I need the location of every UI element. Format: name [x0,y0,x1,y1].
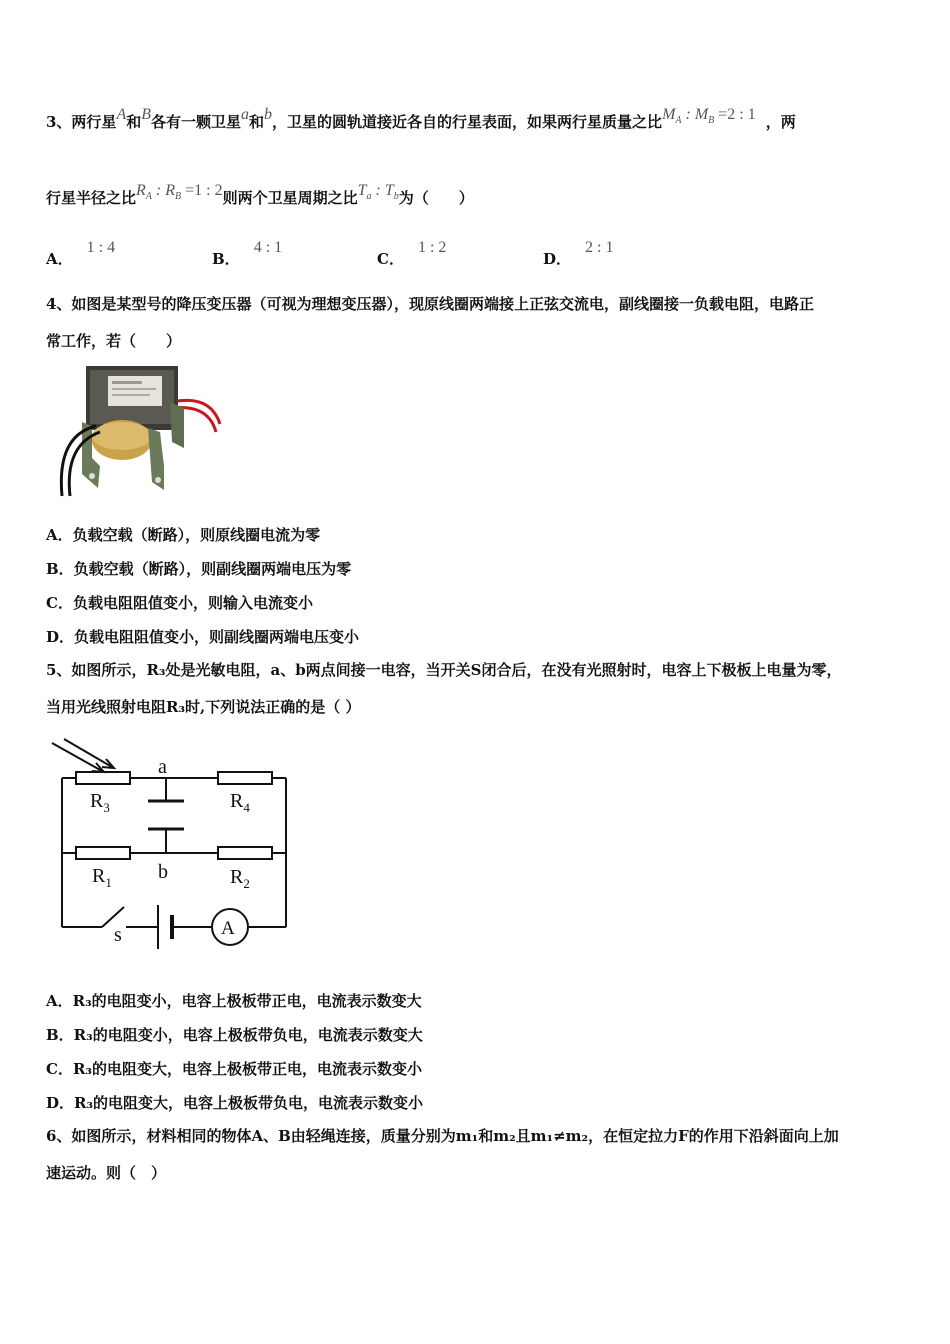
planet-a-symbol: A [116,106,127,123]
q3-and: 和 [249,113,265,131]
label-text-line [112,394,150,396]
period-sub-a: a [366,191,372,202]
resistor-r3 [76,772,130,784]
radius-ratio-value: =1 : 2 [181,182,223,199]
option-label: C． [377,250,404,268]
q4-choice-d[interactable]: D．负载电阻阻值变小，则副线圈两端电压变小 [46,628,360,646]
q5-line-2: 当用光线照射电阻R₃时,下列说法正确的是（ ） [46,698,361,716]
radius-sub-b: B [175,191,182,202]
r2-label: $R_2$ [230,866,250,891]
q3-option-a[interactable] [46,236,116,268]
period-symbol: T [357,182,367,199]
q3-text: 则两个卫星周期之比 [222,189,358,207]
option-label: A． [46,250,73,268]
mass-sub-b: B [708,115,715,126]
resistor-r4 [218,772,272,784]
q3-option-b[interactable] [212,236,283,268]
q5-choice-d[interactable]: D．R₃的电阻变大，电容上极板带负电，电流表示数变小 [46,1094,424,1112]
q4-choice-a[interactable]: A．负载空载（断路），则原线圈电流为零 [46,526,321,544]
q3-option-c[interactable] [377,236,447,268]
q5-choice-b[interactable]: B．R₃的电阻变小，电容上极板带负电，电流表示数变大 [46,1026,423,1044]
transformer-image [52,362,222,497]
period-symbol: : T [371,182,394,199]
q3-line-2 [46,182,474,211]
label-text-line [112,388,156,390]
mass-symbol: M [662,106,676,123]
q3-text: 为（ ） [398,189,474,207]
option-label: D． [543,250,572,268]
satellite-b-symbol: b [264,106,273,123]
q3-line-1 [46,106,796,135]
satellite-a-symbol: a [241,106,250,123]
coil-highlight [92,422,152,450]
mass-ratio-formula [662,105,756,126]
label-text-line [112,381,142,384]
q3-option-d[interactable] [543,236,614,268]
q3-options [46,236,906,266]
option-value: 2 : 1 [585,239,614,256]
mass-ratio-value: =2 : 1 [714,106,756,123]
q5-choice-c[interactable]: C．R₃的电阻变大，电容上极板带正电，电流表示数变小 [46,1060,422,1078]
q5-line-1: 5、如图所示，R₃处是光敏电阻，a、b两点间接一电容，当开关S闭合后，在没有光照射时，电容上下极板上电量为零， [46,661,842,679]
q4-line-1: 4、如图是某型号的降压变压器（可视为理想变压器），现原线圈两端接上正弦交流电，副线圈接一负载电阻，电路正 [46,295,814,313]
q3-and: 和 [126,113,142,131]
radius-sub-a: A [145,191,152,202]
r1-label: $R_1$ [92,865,112,890]
planet-b-symbol: B [141,106,152,123]
q4-choice-b[interactable]: B．负载空载（断路），则副线圈两端电压为零 [46,560,352,578]
q3-text: ，卫星的圆轨道接近各自的行星表面，如果两行星质量之比 [272,113,663,131]
q5-choice-a[interactable]: A．R₃的电阻变小，电容上极板带正电，电流表示数变大 [46,992,422,1010]
option-value: 4 : 1 [253,239,283,256]
option-label: B． [212,250,240,268]
period-sub-b: b [393,191,399,202]
r3-label: $R_3$ [90,790,110,815]
light-arrowhead [102,759,114,768]
q3-text: 3、两行星 [46,113,117,131]
mass-sub-a: A [675,115,682,126]
ammeter-label: A [221,918,235,939]
q3-text: ，两 [765,113,796,131]
option-value: 1 : 2 [417,239,447,256]
mount-hole [89,473,95,479]
mass-symbol: : M [681,106,709,123]
switch-label: s [114,924,122,946]
circuit-diagram [44,735,304,955]
period-ratio-formula [357,181,399,202]
q3-text: 各有一颗卫星 [151,113,242,131]
q4-line-2: 常工作，若（ ） [46,332,182,350]
resistor-r1 [76,847,130,859]
q6-line-2: 速运动。则（ ） [46,1164,167,1182]
mount-hole [155,477,161,483]
resistor-r2 [218,847,272,859]
q3-text: 行星半径之比 [46,189,137,207]
radius-symbol: R [136,182,146,199]
radius-symbol: : R [151,182,176,199]
option-value: 1 : 4 [86,239,116,256]
transformer-label [108,376,162,406]
radius-ratio-formula [136,181,223,202]
transformer-frame [170,402,184,448]
r4-label: $R_4$ [230,790,250,815]
node-a-label: a [158,756,167,778]
node-b-label: b [158,861,168,883]
q6-line-1: 6、如图所示，材料相同的物体A、B由轻绳连接，质量分别为m₁和m₂且m₁≠m₂，在恒定拉力F的作用下沿斜面向上加 [46,1127,839,1145]
q4-choice-c[interactable]: C．负载电阻阻值变小，则输入电流变小 [46,594,313,612]
